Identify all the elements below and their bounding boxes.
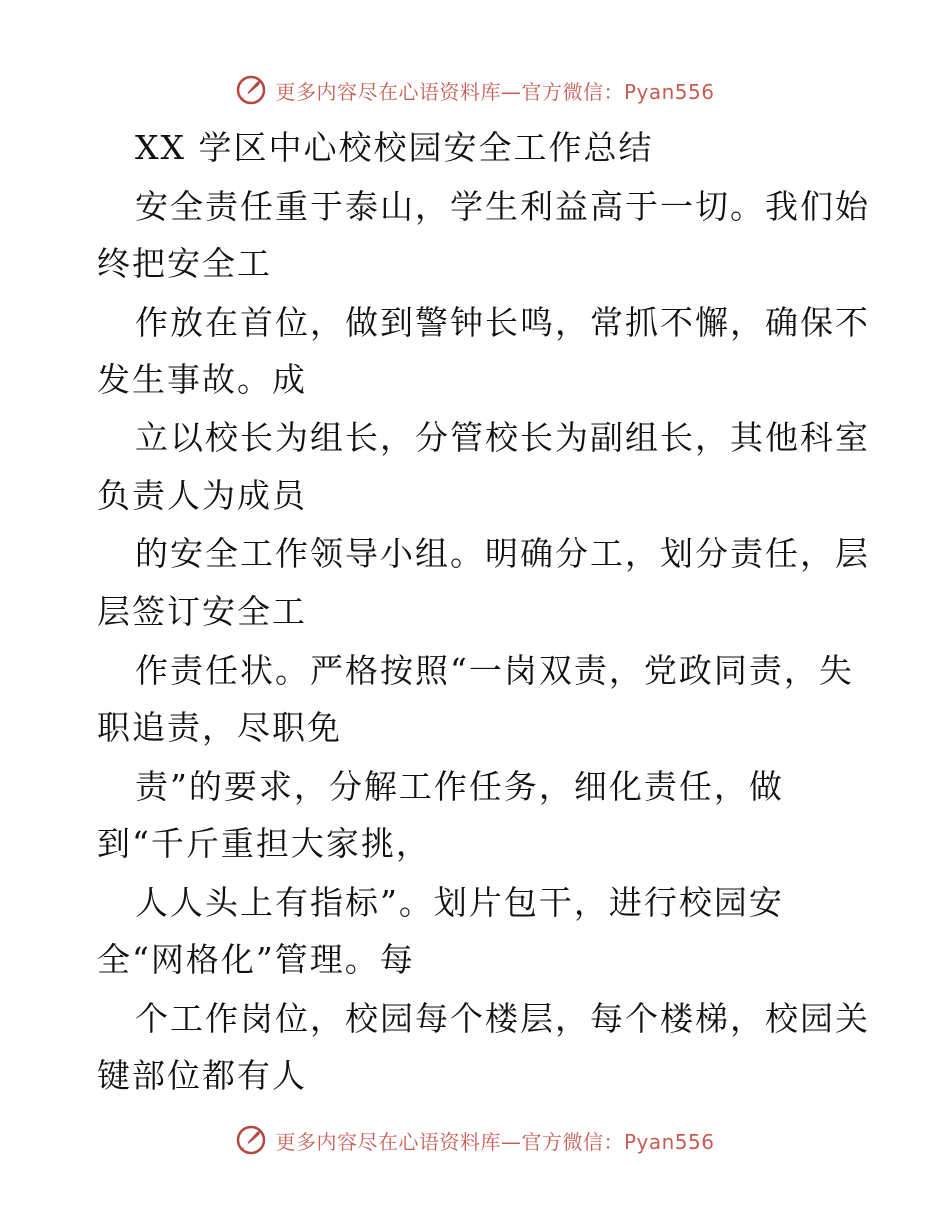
paragraph-line: 安全责任重于泰山，学生利益高于一切。我们始 (135, 187, 870, 226)
paragraph-line: 作责任状。严格按照“一岗双责，党政同责，失 (135, 651, 854, 690)
header-banner-text: 更多内容尽在心语资料库—官方微信：Pyan556 (275, 79, 715, 104)
paragraph-line: 终把安全工 (97, 244, 272, 283)
header-banner (0, 68, 950, 112)
paragraph-line: 立以校长为组长，分管校长为副组长，其他科室 (135, 418, 870, 457)
quill-logo-icon (235, 74, 267, 106)
paragraph-line: 人人头上有指标”。划片包干，进行校园安 (135, 883, 784, 922)
footer-banner-text: 更多内容尽在心语资料库—官方微信：Pyan556 (275, 1129, 715, 1154)
paragraph-line: 负责人为成员 (97, 476, 307, 515)
paragraph-line: 发生事故。成 (97, 360, 307, 399)
paragraph-line: 个工作岗位，校园每个楼层，每个楼梯，校园关 (135, 999, 870, 1038)
footer-banner (0, 1118, 950, 1162)
document-title: XX 学区中心校校园安全工作总结 (135, 128, 654, 167)
paragraph-line: 层签订安全工 (97, 592, 307, 631)
paragraph-line: 职追责，尽职免 (97, 708, 342, 747)
paragraph-line: 作放在首位，做到警钟长鸣，常抓不懈，确保不 (135, 303, 870, 342)
paragraph-line: 全“网格化”管理。每 (97, 940, 415, 979)
paragraph-line: 到“千斤重担大家挑， (97, 824, 431, 863)
paragraph-line: 责”的要求，分解工作任务，细化责任，做 (135, 767, 784, 806)
paragraph-line: 的安全工作领导小组。明确分工，划分责任，层 (135, 534, 870, 573)
quill-logo-icon (235, 1124, 267, 1156)
paragraph-line: 键部位都有人 (97, 1056, 307, 1095)
